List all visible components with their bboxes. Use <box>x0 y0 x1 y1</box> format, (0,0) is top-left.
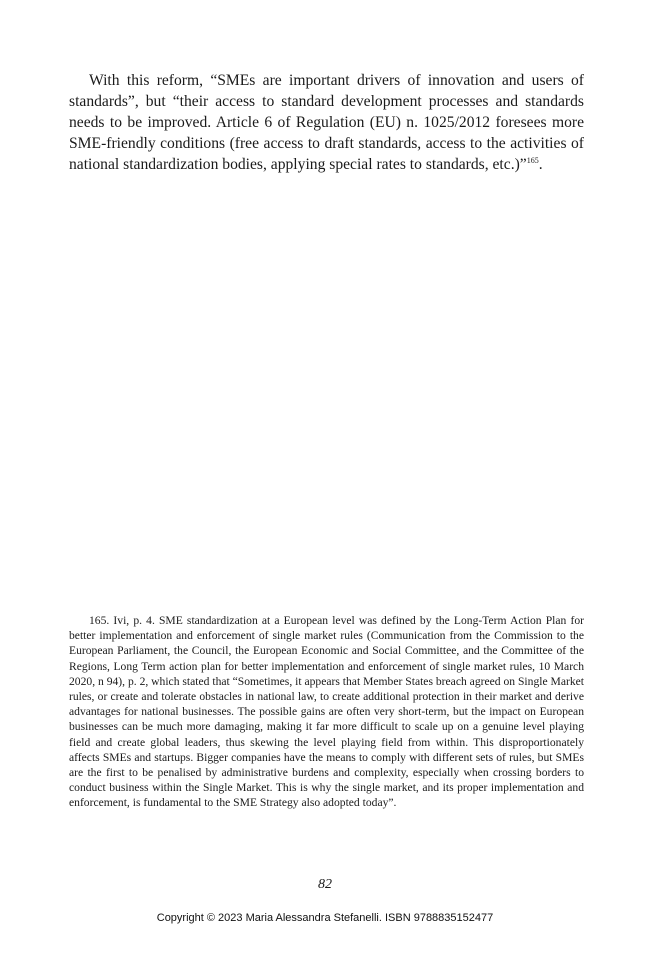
body-paragraph-end: . <box>538 156 543 173</box>
footnote-reference[interactable]: 165 <box>526 155 539 165</box>
body-paragraph-text: With this reform, “SMEs are important drivers of innovation and users of standards”, but “their access to standard development processes and standards needs to be improved. Article 6 of Regulation (EU) n. 1025/2012 foresees more SME-friendly conditions (free access to draft standards, access to the activities of national standardization bodies, applying special rates to standards, etc.)” <box>69 72 584 173</box>
copyright-notice: Copyright © 2023 Maria Alessandra Stefanelli. ISBN 9788835152477 <box>156 912 494 924</box>
body-paragraph <box>69 70 584 175</box>
footnote-165: 165. Ivi, p. 4. SME standardization at a European level was defined by the Long-Term Action Plan for better implementation and enforcement of single market rules (Communication from the Commission to the European Parliament, the Council, the European Economic and Social Committee, and the Committee of the Regions, Long Term action plan for better implementation and enforcement of single market rules, 10 March 2020, n 94), p. 2, which stated that “Sometimes, it appears that Member States breach agreed on Single Market rules, or create and tolerate obstacles in national law, to create additional protection in their market and derive advantages for national businesses. The possible gains are often very short-term, but the impact on European businesses can be much more damaging, making it far more difficult to scale up on a genuine level playing field and create global leaders, thus skewing the level playing field from within. This disproportionately affects SMEs and startups. Bigger companies have the means to comply with different sets of rules, but SMEs are the first to be penalised by administrative burdens and complexity, especially when crossing borders to conduct business within the Single Market. This is why the single market, and its proper implementation and enforcement, is fundamental to the SME Strategy also adopted today”. <box>69 614 584 810</box>
page-number: 82 <box>318 877 332 892</box>
